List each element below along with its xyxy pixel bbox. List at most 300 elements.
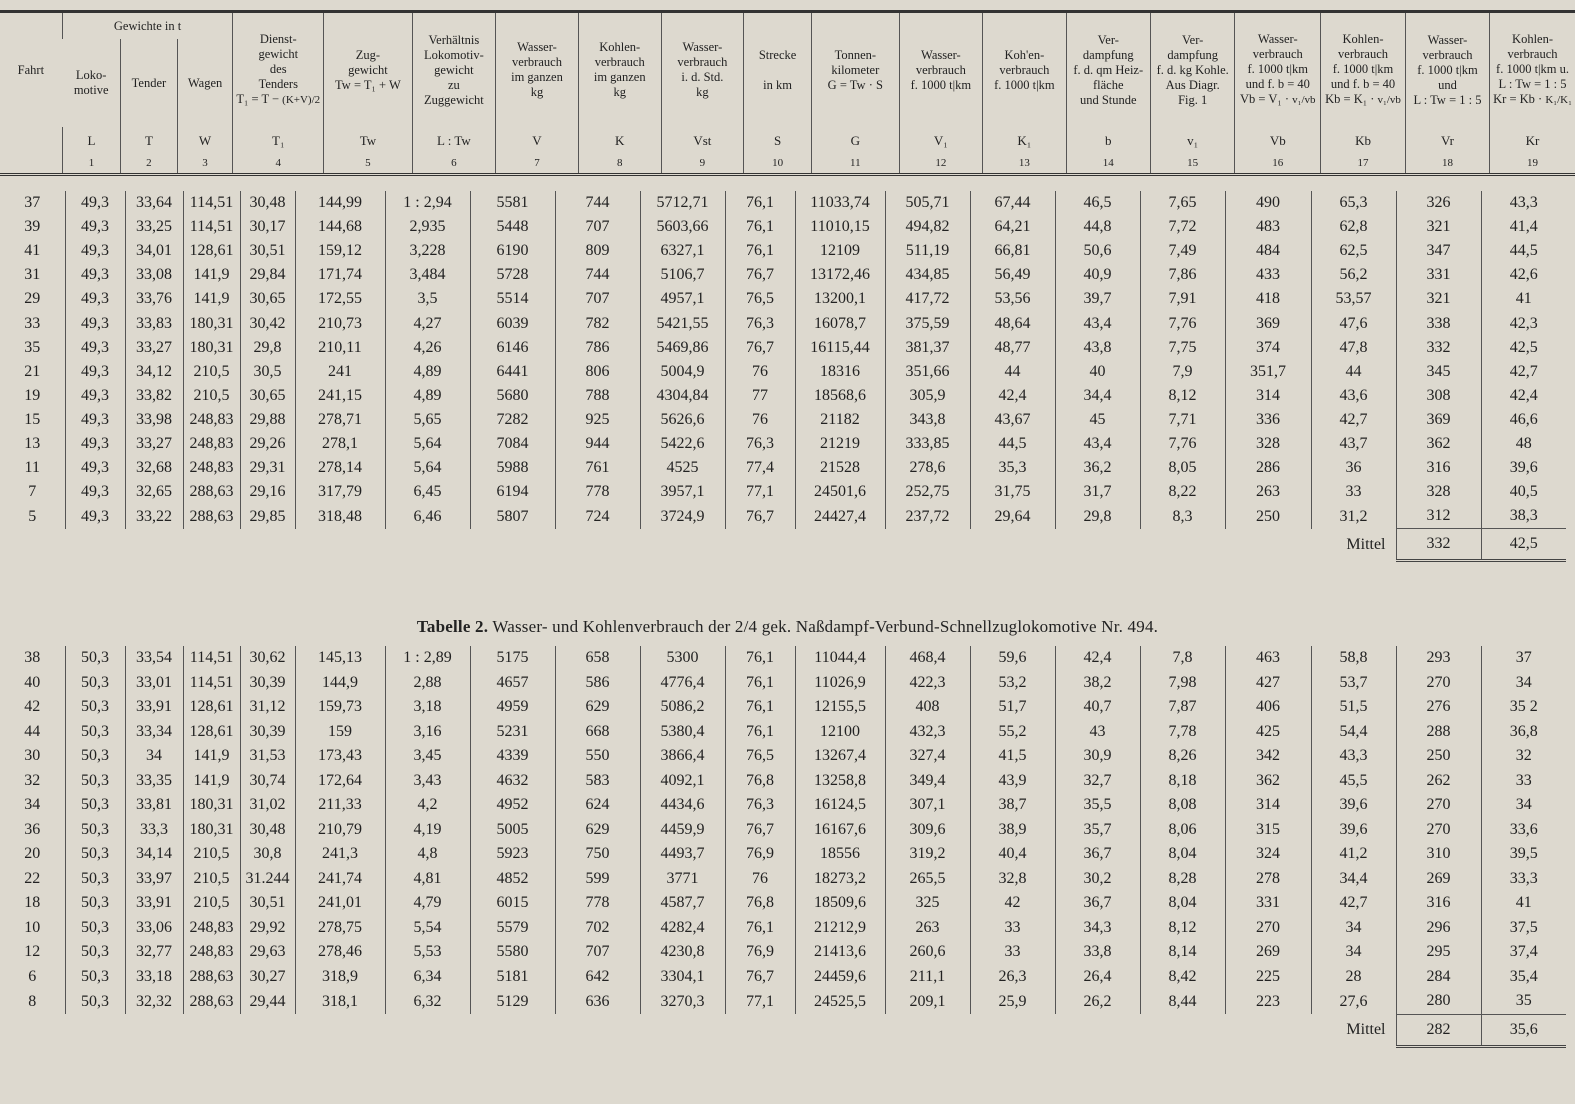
table-cell: 8,22 <box>1140 480 1225 504</box>
table-cell: 629 <box>555 818 640 843</box>
table-cell: 50,3 <box>65 818 125 843</box>
table-cell: 38,2 <box>1055 671 1140 696</box>
table-header <box>0 10 1575 176</box>
table-cell: 31,2 <box>1311 504 1396 529</box>
table-cell: 312 <box>1396 504 1481 529</box>
table-cell: 50,3 <box>65 769 125 794</box>
table-cell: 34,4 <box>1055 384 1140 408</box>
table-cell: 44,5 <box>970 432 1055 456</box>
table-cell: 35,4 <box>1481 965 1566 990</box>
table-cell: 76,1 <box>725 215 795 239</box>
table-cell: 288,63 <box>183 965 240 990</box>
table-cell: 31 <box>24 266 41 284</box>
table-cell: 278,71 <box>295 408 385 432</box>
table-cell: 49,3 <box>65 480 125 504</box>
table-cell: 5581 <box>470 191 555 215</box>
header-symbol: V₁ <box>899 127 983 153</box>
table-cell: 180,31 <box>183 311 240 335</box>
table-cell: 50,3 <box>65 867 125 892</box>
table-cell: 33 <box>970 940 1055 965</box>
header-symbol: Tw <box>324 127 413 153</box>
header-col-10: Strecke in km <box>744 12 812 128</box>
table-cell: 248,83 <box>183 456 240 480</box>
table-cell: 51,7 <box>970 695 1055 720</box>
table-cell: 29,88 <box>240 408 295 432</box>
table-cell: 7282 <box>470 408 555 432</box>
table-cell: 33,97 <box>125 867 183 892</box>
table-row <box>0 263 1566 287</box>
table-cell: 49,3 <box>65 384 125 408</box>
table-cell: 18509,6 <box>795 891 885 916</box>
table-cell: 43,3 <box>1311 744 1396 769</box>
table-row <box>0 916 1566 941</box>
table-cell: 252,75 <box>885 480 970 504</box>
table-cell: 7,87 <box>1140 695 1225 720</box>
table-cell: 31,12 <box>240 695 295 720</box>
table-cell: 13200,1 <box>795 287 885 311</box>
header-symbol <box>0 127 62 153</box>
table-cell: 30,2 <box>1055 867 1140 892</box>
table-cell: 270 <box>1396 793 1481 818</box>
header-col-4: Dienst- gewicht des Tenders T₁ = T − (K+V)/2 <box>233 12 324 128</box>
table-cell: 33,91 <box>125 891 183 916</box>
header-col-15: Ver- dampfung f. d. kg Kohle. Aus Diagr. Fig. 1 <box>1150 12 1235 128</box>
table-cell: 46,6 <box>1481 408 1566 432</box>
header-number: 10 <box>744 153 812 175</box>
table-cell: 5807 <box>470 504 555 529</box>
table-cell: 599 <box>555 867 640 892</box>
table-cell: 314 <box>1225 384 1311 408</box>
table-cell: 41 <box>24 242 41 260</box>
table-cell: 30,39 <box>240 671 295 696</box>
table-cell: 180,31 <box>183 336 240 360</box>
table-cell: 288,63 <box>183 480 240 504</box>
table-cell: 5421,55 <box>640 311 725 335</box>
table-cell: 6,34 <box>385 965 470 990</box>
table-cell: 3270,3 <box>640 989 725 1014</box>
table-row <box>0 891 1566 916</box>
table-cell: 707 <box>555 215 640 239</box>
table-cell: 49,3 <box>65 408 125 432</box>
table-cell: 34,01 <box>125 239 183 263</box>
table-cell: 47,6 <box>1311 311 1396 335</box>
table-cell: 317,79 <box>295 480 385 504</box>
table-cell: 278,75 <box>295 916 385 941</box>
header-col-14: Ver- dampfung f. d. qm Heiz- fläche und Stunde <box>1066 12 1150 128</box>
table-cell: 35 2 <box>1481 695 1566 720</box>
table-cell: 76 <box>725 360 795 384</box>
table-cell: 241 <box>295 360 385 384</box>
table-cell: 6194 <box>470 480 555 504</box>
table-cell: 263 <box>885 916 970 941</box>
table-cell: 3957,1 <box>640 480 725 504</box>
table-cell: 241,3 <box>295 842 385 867</box>
table-cell: 29,64 <box>970 504 1055 529</box>
table-cell: 49,3 <box>65 336 125 360</box>
table-cell: 76,3 <box>725 432 795 456</box>
table-cell: 32,77 <box>125 940 183 965</box>
table-cell: 39,6 <box>1311 793 1396 818</box>
table-cell: 248,83 <box>183 916 240 941</box>
table-cell: 141,9 <box>183 287 240 311</box>
table-cell: 32,8 <box>970 867 1055 892</box>
table-cell: 16115,44 <box>795 336 885 360</box>
table-cell: 13258,8 <box>795 769 885 794</box>
table-cell: 33,8 <box>1055 940 1140 965</box>
table-row <box>0 818 1566 843</box>
table-cell: 33,18 <box>125 965 183 990</box>
table-cell: 141,9 <box>183 263 240 287</box>
table-cell: 31,7 <box>1055 480 1140 504</box>
table-cell: 4525 <box>640 456 725 480</box>
table-row <box>0 744 1566 769</box>
table-cell: 286 <box>1225 456 1311 480</box>
table-cell: 16124,5 <box>795 793 885 818</box>
table-cell: 50,6 <box>1055 239 1140 263</box>
table-cell: 362 <box>1225 769 1311 794</box>
table-cell: 624 <box>555 793 640 818</box>
table-cell: 145,13 <box>295 646 385 671</box>
table-cell: 43,8 <box>1055 336 1140 360</box>
table-cell: 7,91 <box>1140 287 1225 311</box>
table-cell: 144,99 <box>295 191 385 215</box>
table-cell: 5626,6 <box>640 408 725 432</box>
table-cell: 7,9 <box>1140 360 1225 384</box>
table-cell: 7,75 <box>1140 336 1225 360</box>
table-cell: 4657 <box>470 671 555 696</box>
table-cell: 42,5 <box>1481 336 1566 360</box>
table-cell: 76,9 <box>725 940 795 965</box>
mittel-vr-value: 332 <box>1396 529 1481 561</box>
table-cell: 5988 <box>470 456 555 480</box>
table-cell: 6327,1 <box>640 239 725 263</box>
table-cell: 50,3 <box>65 940 125 965</box>
table-cell: 342 <box>1225 744 1311 769</box>
table-cell: 43,4 <box>1055 432 1140 456</box>
table-cell: 33,83 <box>125 311 183 335</box>
table-cell: 211,1 <box>885 965 970 990</box>
table-cell: 56,2 <box>1311 263 1396 287</box>
table-cell: 369 <box>1225 311 1311 335</box>
table-cell: 76,7 <box>725 965 795 990</box>
table-cell: 76,1 <box>725 646 795 671</box>
table-cell: 180,31 <box>183 793 240 818</box>
table-cell: 778 <box>555 891 640 916</box>
table-cell: 347 <box>1396 239 1481 263</box>
table-cell: 41 <box>1481 287 1566 311</box>
table-cell: 18 <box>24 894 41 912</box>
table-cell: 31.244 <box>240 867 295 892</box>
table-cell: 4434,6 <box>640 793 725 818</box>
table-cell: 13 <box>24 434 41 452</box>
table-cell: 318,48 <box>295 504 385 529</box>
header-col-6: Verhältnis Lokomotiv- gewicht zu Zuggewicht <box>412 12 495 128</box>
table-cell: 33,54 <box>125 646 183 671</box>
caption-text: Wasser- und Kohlenverbrauch der 2/4 gek. Naßdampf-Verbund-Schnellzuglokomotive Nr. 494. <box>492 617 1159 636</box>
header-col-2: Tender <box>121 39 178 127</box>
table-cell: 265,5 <box>885 867 970 892</box>
header-symbol: Vr <box>1405 127 1489 153</box>
table-row <box>0 384 1566 408</box>
header-symbol: Vst <box>661 127 744 153</box>
table-cell: 62,8 <box>1311 215 1396 239</box>
table-cell: 11 <box>24 459 40 477</box>
table-cell: 34 <box>125 744 183 769</box>
table-cell: 49,3 <box>65 360 125 384</box>
header-number: 12 <box>899 153 983 175</box>
header-symbol: V <box>496 127 579 153</box>
table-cell: 4,81 <box>385 867 470 892</box>
table-cell: 223 <box>1225 989 1311 1014</box>
table-cell: 343,8 <box>885 408 970 432</box>
table-cell: 270 <box>1396 671 1481 696</box>
table-cell: 463 <box>1225 646 1311 671</box>
table-cell: 33,34 <box>125 720 183 745</box>
table-row <box>0 867 1566 892</box>
table-cell: 42,7 <box>1481 360 1566 384</box>
table-cell: 38,7 <box>970 793 1055 818</box>
table-cell: 76,1 <box>725 671 795 696</box>
table-cell: 3,45 <box>385 744 470 769</box>
table-cell: 6441 <box>470 360 555 384</box>
table-row <box>0 769 1566 794</box>
table-cell: 944 <box>555 432 640 456</box>
table-cell: 180,31 <box>183 818 240 843</box>
table-2-caption <box>0 617 1575 637</box>
table-cell: 288 <box>1396 720 1481 745</box>
table-cell: 5,65 <box>385 408 470 432</box>
table-cell: 21 <box>24 362 41 380</box>
table-cell: 128,61 <box>183 239 240 263</box>
table-cell: 6146 <box>470 336 555 360</box>
table-cell: 2,88 <box>385 671 470 696</box>
mittel-spacer <box>0 1014 1311 1046</box>
table-cell: 33,06 <box>125 916 183 941</box>
table-row <box>0 504 1566 529</box>
table-cell: 37,5 <box>1481 916 1566 941</box>
table-cell: 49,3 <box>65 432 125 456</box>
table-cell: 37,4 <box>1481 940 1566 965</box>
table-cell: 11026,9 <box>795 671 885 696</box>
table-cell: 210,5 <box>183 891 240 916</box>
table-cell: 209,1 <box>885 989 970 1014</box>
header-symbol: T₁ <box>233 127 324 153</box>
header-number: 1 <box>62 153 120 175</box>
table-cell: 5129 <box>470 989 555 1014</box>
table-cell: 29,8 <box>1055 504 1140 529</box>
table-cell: 5300 <box>640 646 725 671</box>
table-cell: 33,3 <box>125 818 183 843</box>
table-cell: 76,7 <box>725 336 795 360</box>
table-cell: 48 <box>1481 432 1566 456</box>
header-number: 2 <box>121 153 178 175</box>
table-cell: 24501,6 <box>795 480 885 504</box>
header-number: 14 <box>1066 153 1150 175</box>
table-cell: 211,33 <box>295 793 385 818</box>
table-cell: 305,9 <box>885 384 970 408</box>
table-cell: 241,74 <box>295 867 385 892</box>
table-cell: 250 <box>1225 504 1311 529</box>
table-cell: 40,7 <box>1055 695 1140 720</box>
table-cell: 6039 <box>470 311 555 335</box>
table-cell: 2,935 <box>385 215 470 239</box>
table-cell: 39 <box>24 218 41 236</box>
table-row <box>0 842 1566 867</box>
table-cell: 8,3 <box>1140 504 1225 529</box>
table-cell: 43,67 <box>970 408 1055 432</box>
table-cell: 278 <box>1225 867 1311 892</box>
table-cell: 159,12 <box>295 239 385 263</box>
table-cell: 550 <box>555 744 640 769</box>
table-cell: 44,5 <box>1481 239 1566 263</box>
mittel-row <box>0 1014 1566 1046</box>
table-cell: 36 <box>1311 456 1396 480</box>
table-cell: 4776,4 <box>640 671 725 696</box>
header-number: 15 <box>1150 153 1235 175</box>
table-cell: 724 <box>555 504 640 529</box>
table-cell: 18568,6 <box>795 384 885 408</box>
table-cell: 27,6 <box>1311 989 1396 1014</box>
table-cell: 40,9 <box>1055 263 1140 287</box>
table-cell: 642 <box>555 965 640 990</box>
table-cell: 76,5 <box>725 744 795 769</box>
table-cell: 41,5 <box>970 744 1055 769</box>
header-col-18: Wasser- verbrauch f. 1000 t|km und L : Tw = 1 : 5 <box>1405 12 1489 128</box>
table-cell: 19 <box>24 386 41 404</box>
table-cell: 35 <box>24 338 41 356</box>
header-symbol: W <box>177 127 233 153</box>
header-number: 16 <box>1235 153 1321 175</box>
header-symbol: G <box>812 127 900 153</box>
table-cell: 4339 <box>470 744 555 769</box>
table-cell: 490 <box>1225 191 1311 215</box>
table-cell: 778 <box>555 480 640 504</box>
table-cell: 58,8 <box>1311 646 1396 671</box>
table-cell: 288,63 <box>183 504 240 529</box>
table-cell: 7084 <box>470 432 555 456</box>
table-cell: 7,78 <box>1140 720 1225 745</box>
table-cell: 7,98 <box>1140 671 1225 696</box>
table-cell: 8,18 <box>1140 769 1225 794</box>
table-cell: 38,9 <box>970 818 1055 843</box>
table-cell: 484 <box>1225 239 1311 263</box>
table-cell: 263 <box>1225 480 1311 504</box>
table-cell: 278,6 <box>885 456 970 480</box>
header-col-3: Wagen <box>177 39 233 127</box>
table-cell: 30,48 <box>240 818 295 843</box>
table-cell: 43,7 <box>1311 432 1396 456</box>
table-cell: 284 <box>1396 965 1481 990</box>
table-2 <box>0 646 1566 1048</box>
table-cell: 4,8 <box>385 842 470 867</box>
table-cell: 30,42 <box>240 311 295 335</box>
table-cell: 6 <box>28 967 37 985</box>
table-cell: 144,68 <box>295 215 385 239</box>
table-cell: 328 <box>1225 432 1311 456</box>
table-cell: 5181 <box>470 965 555 990</box>
table-cell: 316 <box>1396 891 1481 916</box>
table-cell: 4230,8 <box>640 940 725 965</box>
mittel-kr-value: 42,5 <box>1481 529 1566 561</box>
table-cell: 4959 <box>470 695 555 720</box>
table-cell: 33,27 <box>125 336 183 360</box>
table-cell: 248,83 <box>183 940 240 965</box>
table-cell: 39,6 <box>1311 818 1396 843</box>
table-cell: 34,4 <box>1311 867 1396 892</box>
table-cell: 76,1 <box>725 916 795 941</box>
table-cell: 7 <box>28 483 37 501</box>
table-cell: 49,3 <box>65 239 125 263</box>
table-cell: 3866,4 <box>640 744 725 769</box>
header-symbol: Kr <box>1490 127 1575 153</box>
table-cell: 50,3 <box>65 965 125 990</box>
table-cell: 40,4 <box>970 842 1055 867</box>
mittel-kr-value: 35,6 <box>1481 1014 1566 1046</box>
table-cell: 7,86 <box>1140 263 1225 287</box>
table-cell: 37 <box>24 194 41 212</box>
table-cell: 33,27 <box>125 432 183 456</box>
table-cell: 5380,4 <box>640 720 725 745</box>
table-cell: 41 <box>1481 891 1566 916</box>
table-cell: 30,48 <box>240 191 295 215</box>
table-cell: 325 <box>885 891 970 916</box>
table-cell: 33 <box>970 916 1055 941</box>
table-cell: 4092,1 <box>640 769 725 794</box>
table-cell: 326 <box>1396 191 1481 215</box>
table-cell: 375,59 <box>885 311 970 335</box>
header-number: 19 <box>1490 153 1575 175</box>
table-cell: 51,5 <box>1311 695 1396 720</box>
table-cell: 77,1 <box>725 989 795 1014</box>
header-number: 7 <box>496 153 579 175</box>
table-cell: 7,8 <box>1140 646 1225 671</box>
table-cell: 8,12 <box>1140 384 1225 408</box>
header-number: 5 <box>324 153 413 175</box>
table-cell: 39,6 <box>1481 456 1566 480</box>
table-cell: 30 <box>24 747 41 765</box>
table-cell: 114,51 <box>183 671 240 696</box>
table-cell: 76 <box>725 867 795 892</box>
table-cell: 38,3 <box>1481 504 1566 529</box>
header-number: 8 <box>578 153 661 175</box>
table-cell: 750 <box>555 842 640 867</box>
table-cell: 7,72 <box>1140 215 1225 239</box>
table-cell: 707 <box>555 287 640 311</box>
table-cell: 36,7 <box>1055 842 1140 867</box>
table-row <box>0 671 1566 696</box>
table-cell: 53,56 <box>970 287 1055 311</box>
table-cell: 5580 <box>470 940 555 965</box>
table-row <box>0 311 1566 335</box>
table-cell: 586 <box>555 671 640 696</box>
table-cell: 33,25 <box>125 215 183 239</box>
table-cell: 5579 <box>470 916 555 941</box>
table-cell: 324 <box>1225 842 1311 867</box>
table-cell: 43,9 <box>970 769 1055 794</box>
table-cell: 374 <box>1225 336 1311 360</box>
table-cell: 351,7 <box>1225 360 1311 384</box>
table-cell: 18556 <box>795 842 885 867</box>
table-cell: 381,37 <box>885 336 970 360</box>
table-cell: 29,16 <box>240 480 295 504</box>
table-cell: 248,83 <box>183 432 240 456</box>
table-cell: 144,9 <box>295 671 385 696</box>
table-cell: 11033,74 <box>795 191 885 215</box>
mittel-label: Mittel <box>1346 1021 1386 1038</box>
table-cell: 159,73 <box>295 695 385 720</box>
table-cell: 26,3 <box>970 965 1055 990</box>
table-cell: 42,6 <box>1481 263 1566 287</box>
